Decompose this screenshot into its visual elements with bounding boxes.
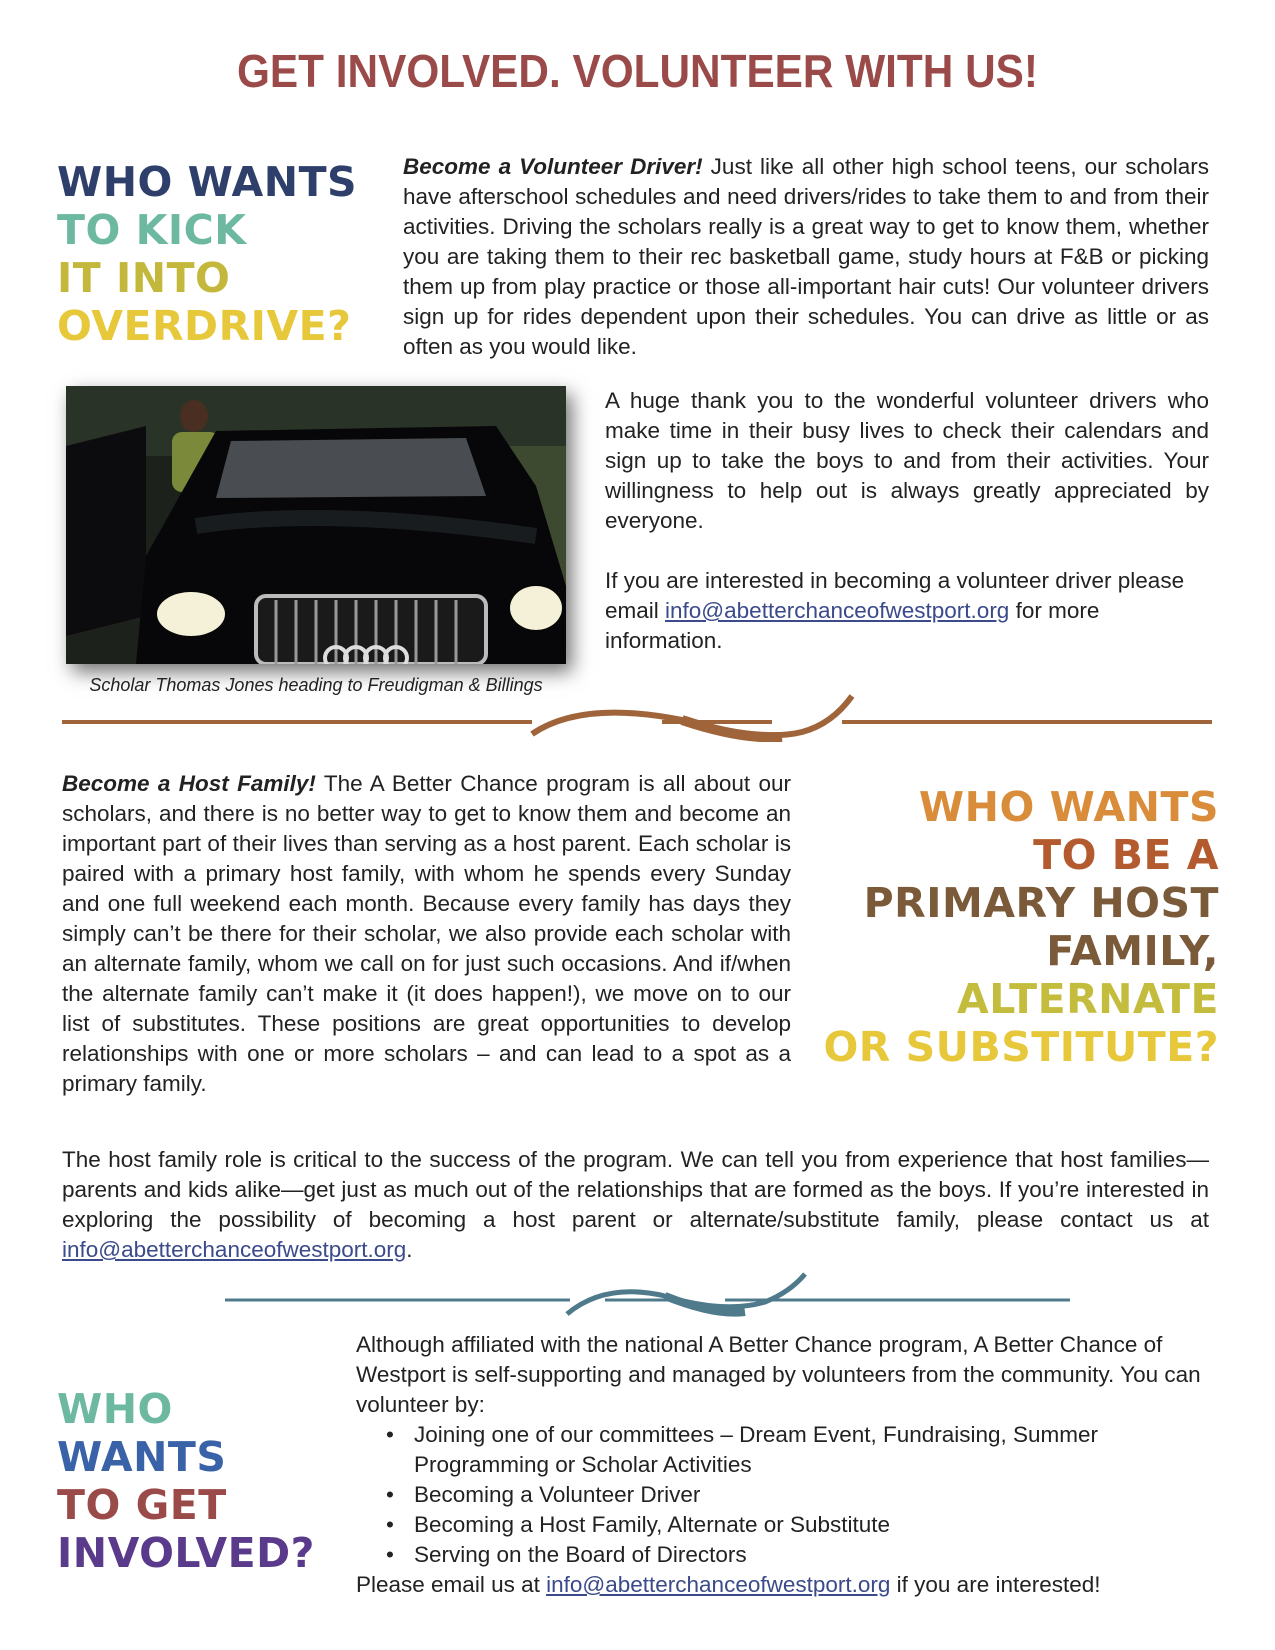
list-item: • Joining one of our committees – Dream Event, Fundraising, Summer Programming or Scholar Activities — [414, 1420, 1206, 1480]
list-item: • Becoming a Volunteer Driver — [414, 1480, 1206, 1510]
swirl-divider — [225, 1272, 1070, 1322]
host-headline — [823, 783, 1219, 1071]
headline-line: TO GET — [57, 1481, 227, 1529]
list-item: • Becoming a Host Family, Alternate or Substitute — [414, 1510, 1206, 1540]
headline-line: OVERDRIVE? — [57, 302, 352, 350]
headline-line: WHO WANTS — [918, 783, 1219, 831]
swirl-divider — [62, 692, 1212, 742]
car-photo-illustration — [66, 386, 566, 664]
host-lead: Become a Host Family! — [62, 771, 316, 796]
email-link[interactable]: info@abetterchanceofwestport.org — [546, 1572, 891, 1597]
headline-line: FAMILY, — [1046, 927, 1219, 975]
host-intro — [62, 769, 791, 1099]
headline-line: IT INTO — [57, 254, 231, 302]
headline-line: PRIMARY HOST — [863, 879, 1219, 927]
host-closing-text: . — [406, 1237, 413, 1262]
headline-line: ALTERNATE — [957, 975, 1219, 1023]
host-closing-text: The host family role is critical to the success of the program. We can tell you from experience that host families—parents and kids alike—get just as much out of the relationships that are formed as the boys. If you’re interested in exploring the possibility of becoming a host parent or alternate/substitute family, please contact us at — [62, 1147, 1209, 1232]
driver-contact — [605, 566, 1209, 656]
involved-intro: Although affiliated with the national A Better Chance program, A Better Chance of Westport is self-supporting and managed by volunteers from the community. You can volunteer by: — [356, 1332, 1201, 1417]
photo-caption: Scholar Thomas Jones heading to Freudigman & Billings — [89, 675, 543, 695]
host-closing — [62, 1145, 1209, 1265]
headline-line: TO KICK — [57, 206, 247, 254]
driver-headline — [57, 158, 357, 350]
driver-thanks — [605, 386, 1209, 536]
driver-intro — [403, 152, 1209, 362]
contact-text: If you are interested in becoming a volunteer driver please email — [605, 568, 1185, 623]
volunteer-options-list — [356, 1420, 1206, 1570]
page-title: GET INVOLVED. VOLUNTEER WITH US! — [237, 45, 1038, 97]
headline-line: OR SUBSTITUTE? — [823, 1023, 1219, 1071]
involved-body — [356, 1330, 1206, 1600]
headline-line: WHO — [57, 1385, 173, 1433]
driver-intro-body: Just like all other high school teens, our scholars have afterschool schedules and need drivers/rides to take them to and from their activities. Driving the scholars really is a great way to get to know them, whether you are taking them to their rec basketball game, study hours at F&B or picking them up from play practice or those all-important hair cuts! Our volunteer drivers sign up for rides dependent upon their schedules. You can drive as little or as often as you would like. — [403, 154, 1209, 359]
headline-line: INVOLVED? — [57, 1529, 315, 1577]
driver-lead: Become a Volunteer Driver! — [403, 154, 703, 179]
list-item: • Serving on the Board of Directors — [414, 1540, 1206, 1570]
headline-line: WHO WANTS — [57, 158, 358, 206]
contact-text: for more information. — [605, 598, 1100, 653]
involved-closing-text: if you are interested! — [890, 1572, 1101, 1597]
scholar-car-photo — [66, 386, 566, 664]
email-link[interactable]: info@abetterchanceofwestport.org — [62, 1237, 407, 1262]
involved-headline — [57, 1385, 315, 1577]
email-link[interactable]: info@abetterchanceofwestport.org — [665, 598, 1010, 623]
involved-closing-text: Please email us at — [356, 1572, 547, 1597]
headline-line: WANTS — [57, 1433, 227, 1481]
thanks-paragraph: A huge thank you to the wonderful volunteer drivers who make time in their busy lives to check their calendars and sign up to take the boys to and from their activities. Your willingness to help out is always greatly appreciated by everyone. — [605, 388, 1209, 533]
host-intro-body: The A Better Chance program is all about our scholars, and there is no better way to get to know them and become an important part of their lives than serving as a host parent. Each scholar is paired with a primary host family, with whom he spends every Sunday and one full weekend each month. Because every family has days they simply can’t be there for their scholar, we also provide each scholar with an alternate family, whom we call on for just such occasions. And if/when the alternate family can’t make it (it does happen!), we move on to our list of substitutes. These positions are great opportunities to develop relationships with one or more scholars – and can lead to a spot as a primary family. — [62, 771, 791, 1096]
headline-line: TO BE A — [1033, 831, 1219, 879]
